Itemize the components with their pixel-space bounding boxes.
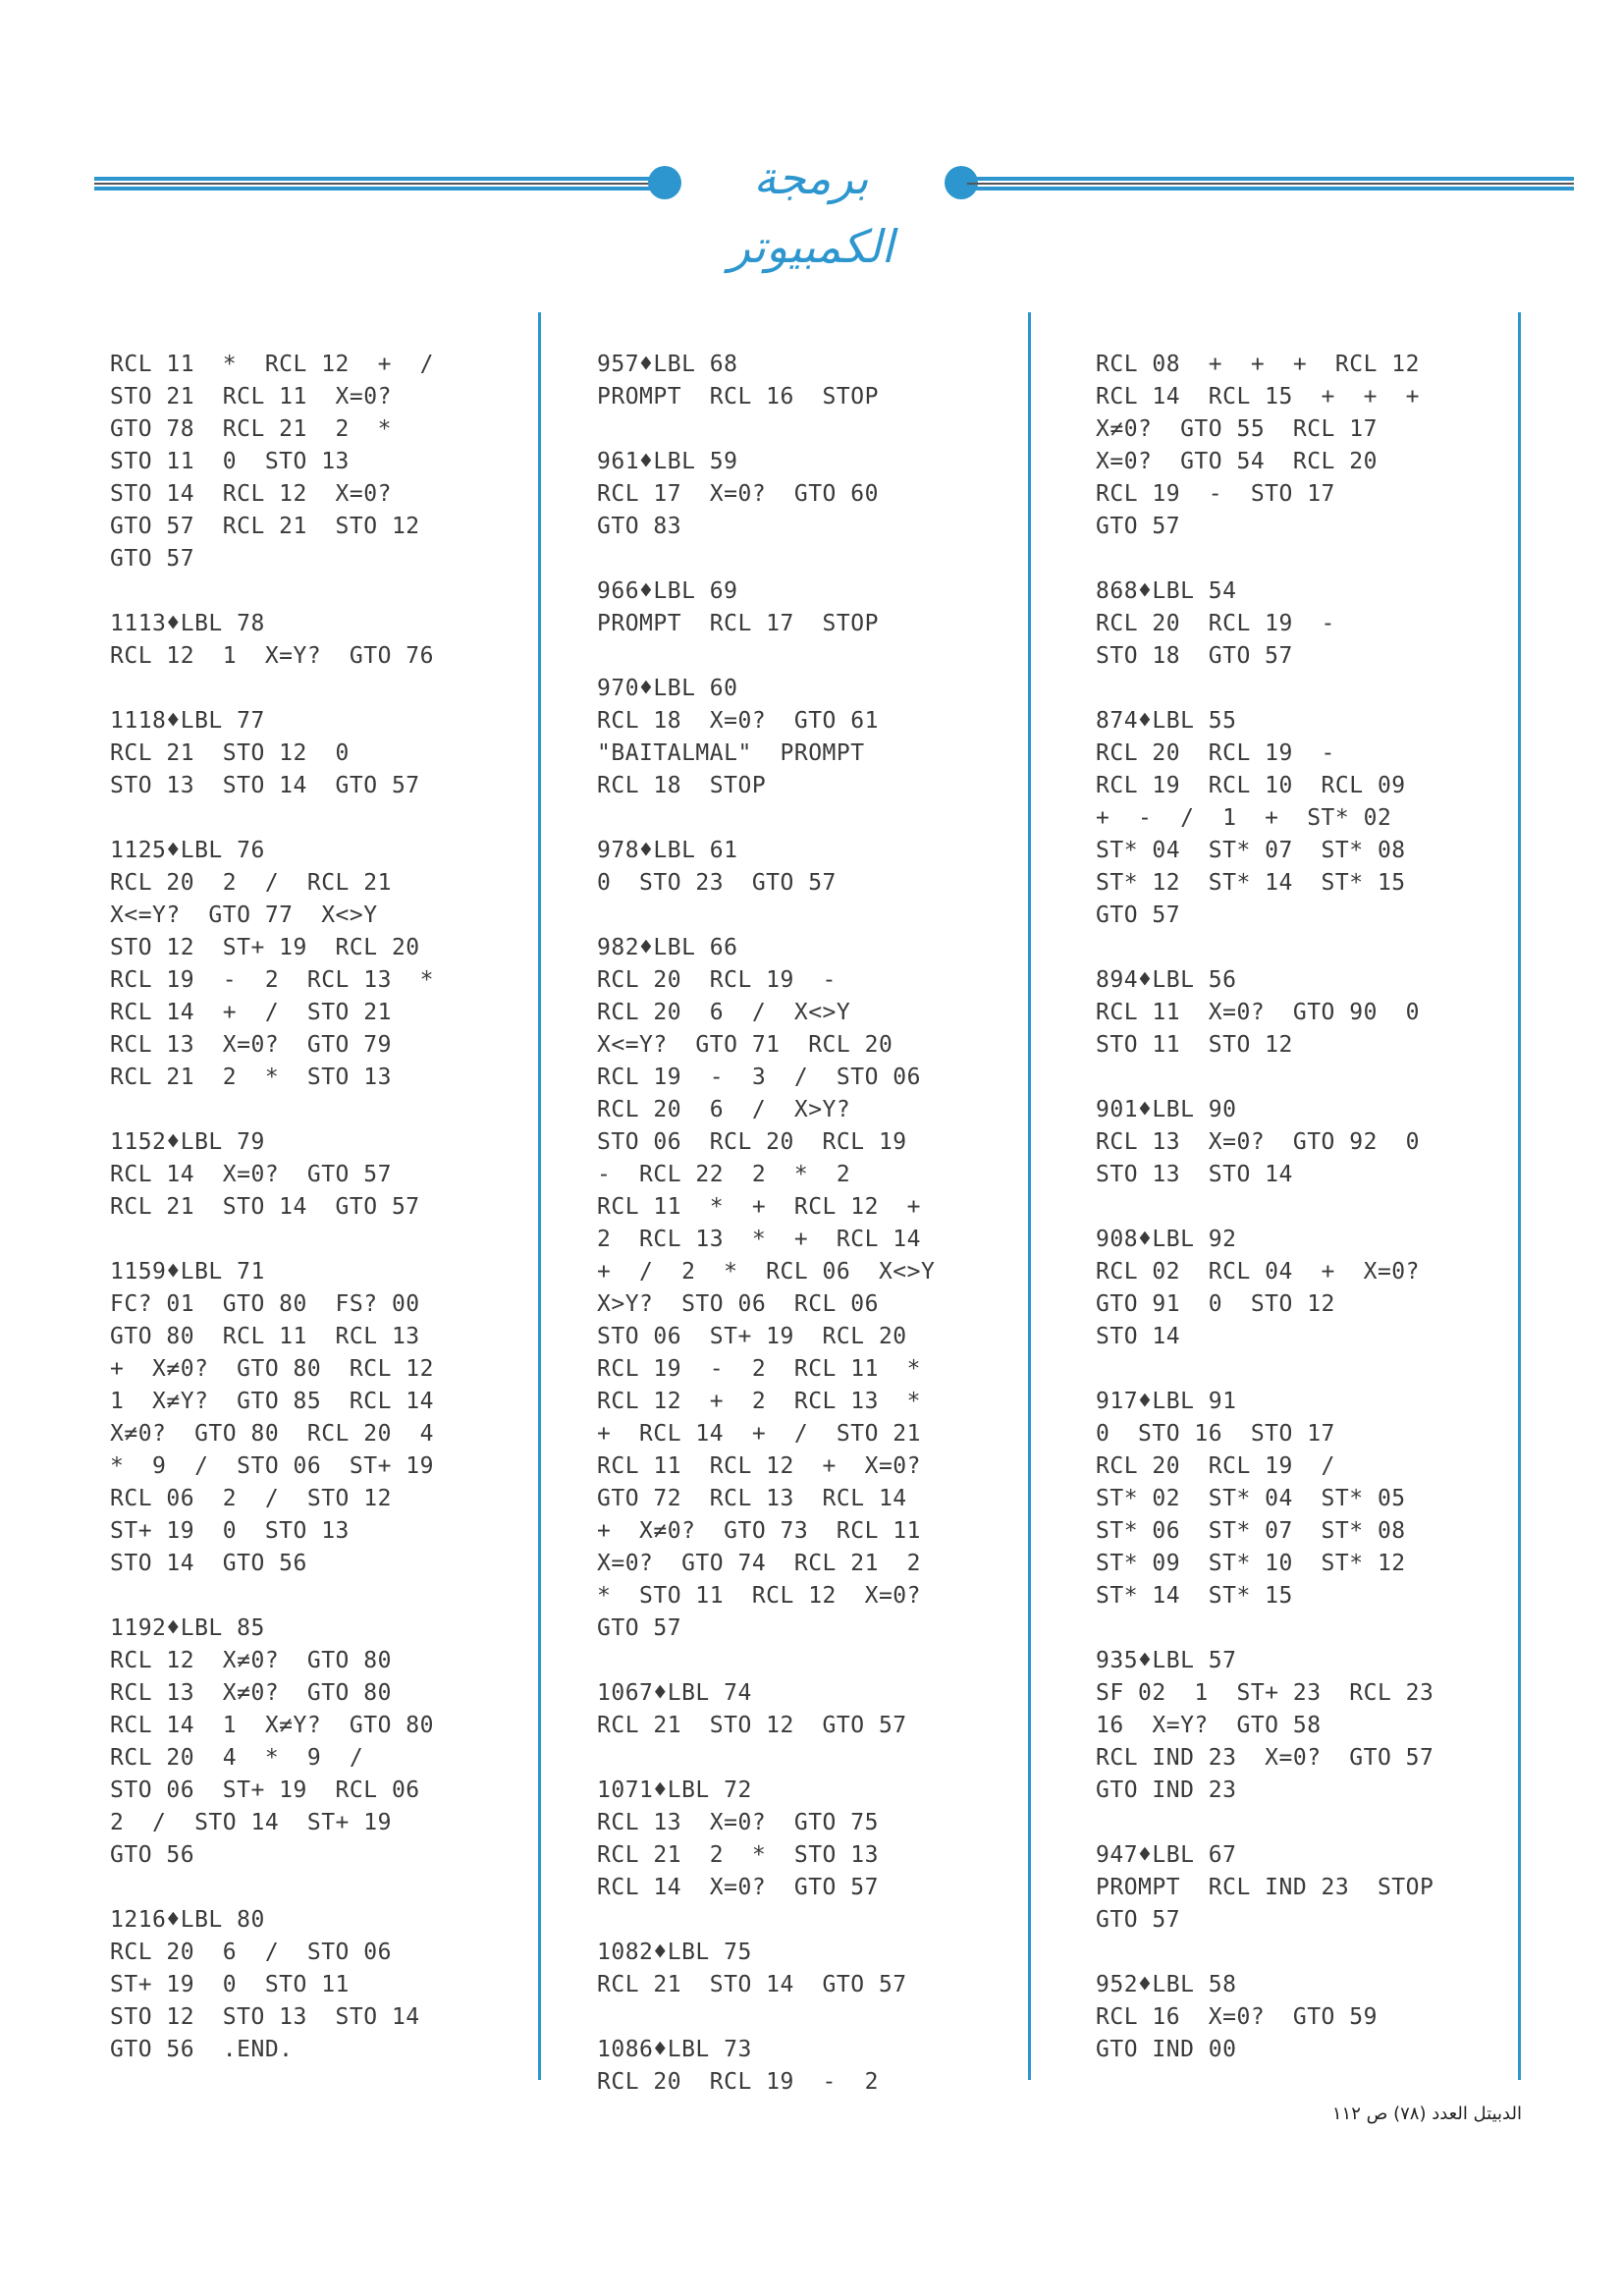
code-line: STO 14 RCL 12 X=0? bbox=[110, 481, 392, 507]
code-line: ST+ 19 0 STO 11 bbox=[110, 1972, 350, 1997]
code-line: RCL 12 X≠0? GTO 80 bbox=[110, 1648, 392, 1673]
code-line: RCL 21 STO 14 GTO 57 bbox=[110, 1194, 420, 1220]
code-line: GTO 80 RCL 11 RCL 13 bbox=[110, 1324, 420, 1349]
code-line: 0 STO 16 STO 17 bbox=[1096, 1421, 1335, 1447]
code-line: GTO 72 RCL 13 RCL 14 bbox=[597, 1486, 907, 1511]
code-line: RCL 13 X=0? GTO 79 bbox=[110, 1032, 392, 1058]
code-block bbox=[597, 2034, 1058, 2099]
code-line: RCL 14 + / STO 21 bbox=[110, 1000, 392, 1025]
code-line: 1216♦LBL 80 bbox=[110, 1907, 265, 1933]
code-block bbox=[110, 608, 571, 673]
code-line: 961♦LBL 59 bbox=[597, 449, 738, 474]
code-line: 952♦LBL 58 bbox=[1096, 1972, 1237, 1997]
code-line: RCL 21 STO 12 0 bbox=[110, 740, 350, 766]
code-line: 978♦LBL 61 bbox=[597, 838, 738, 863]
code-block bbox=[110, 835, 571, 1094]
code-line: RCL 20 RCL 19 - bbox=[1096, 740, 1335, 766]
code-block bbox=[1096, 575, 1557, 673]
code-line: RCL 13 X=0? GTO 75 bbox=[597, 1810, 879, 1835]
code-block bbox=[1096, 349, 1557, 543]
code-line: "BAITALMAL" PROMPT bbox=[597, 740, 865, 766]
code-line: RCL 20 6 / STO 06 bbox=[110, 1940, 392, 1965]
code-line: RCL IND 23 X=0? GTO 57 bbox=[1096, 1745, 1434, 1771]
code-line: 868♦LBL 54 bbox=[1096, 578, 1237, 604]
code-line: RCL 14 RCL 15 + + + bbox=[1096, 384, 1420, 410]
code-line: RCL 20 4 * 9 / bbox=[110, 1745, 364, 1771]
code-line: 947♦LBL 67 bbox=[1096, 1842, 1237, 1868]
code-line: 1086♦LBL 73 bbox=[597, 2037, 752, 2062]
code-line: RCL 21 STO 14 GTO 57 bbox=[597, 1972, 907, 1997]
code-line: X≠0? GTO 55 RCL 17 bbox=[1096, 416, 1378, 442]
code-block bbox=[1096, 1839, 1557, 1937]
code-line: GTO 91 0 STO 12 bbox=[1096, 1291, 1335, 1317]
code-line: STO 06 RCL 20 RCL 19 bbox=[597, 1129, 907, 1155]
code-line: PROMPT RCL 17 STOP bbox=[597, 611, 879, 636]
code-line: 908♦LBL 92 bbox=[1096, 1227, 1237, 1252]
code-line: GTO 57 bbox=[1096, 1907, 1181, 1933]
code-line: X=0? GTO 54 RCL 20 bbox=[1096, 449, 1378, 474]
code-column-3 bbox=[1096, 349, 1557, 2099]
code-line: GTO IND 00 bbox=[1096, 2037, 1237, 2062]
code-block bbox=[1096, 1224, 1557, 1353]
code-line: ST* 12 ST* 14 ST* 15 bbox=[1096, 870, 1406, 896]
code-line: RCL 19 RCL 10 RCL 09 bbox=[1096, 773, 1406, 798]
code-line: 1113♦LBL 78 bbox=[110, 611, 265, 636]
code-block bbox=[597, 446, 1058, 543]
code-block bbox=[597, 1937, 1058, 2001]
code-line: GTO 57 bbox=[1096, 514, 1181, 539]
code-line: 970♦LBL 60 bbox=[597, 676, 738, 701]
code-line: GTO 56 bbox=[110, 1842, 195, 1868]
code-line: X=0? GTO 74 RCL 21 2 bbox=[597, 1551, 921, 1576]
code-line: RCL 11 X=0? GTO 90 0 bbox=[1096, 1000, 1420, 1025]
code-block bbox=[110, 349, 571, 575]
code-block bbox=[597, 575, 1058, 640]
code-block bbox=[597, 1775, 1058, 1904]
code-block bbox=[597, 349, 1058, 413]
code-line: ST+ 19 0 STO 13 bbox=[110, 1518, 350, 1544]
code-line: ST* 04 ST* 07 ST* 08 bbox=[1096, 838, 1406, 863]
code-line: RCL 20 RCL 19 - bbox=[597, 967, 837, 993]
code-line: RCL 19 - STO 17 bbox=[1096, 481, 1335, 507]
code-line: 894♦LBL 56 bbox=[1096, 967, 1237, 993]
code-line: RCL 11 RCL 12 + X=0? bbox=[597, 1453, 921, 1479]
code-line: GTO 57 bbox=[597, 1615, 682, 1641]
code-line: STO 13 STO 14 GTO 57 bbox=[110, 773, 420, 798]
code-line: FC? 01 GTO 80 FS? 00 bbox=[110, 1291, 420, 1317]
code-line: 0 STO 23 GTO 57 bbox=[597, 870, 837, 896]
code-line: STO 11 0 STO 13 bbox=[110, 449, 350, 474]
code-line: * STO 11 RCL 12 X=0? bbox=[597, 1583, 921, 1609]
code-line: RCL 12 1 X=Y? GTO 76 bbox=[110, 643, 434, 669]
code-line: RCL 19 - 2 RCL 11 * bbox=[597, 1356, 921, 1382]
code-block bbox=[1096, 1094, 1557, 1191]
code-block bbox=[1096, 1969, 1557, 2066]
code-line: RCL 20 6 / X>Y? bbox=[597, 1097, 851, 1122]
code-line: 901♦LBL 90 bbox=[1096, 1097, 1237, 1122]
code-line: 1159♦LBL 71 bbox=[110, 1259, 265, 1285]
code-block bbox=[597, 1677, 1058, 1742]
code-line: RCL 08 + + + RCL 12 bbox=[1096, 352, 1420, 377]
header-rule-right-bottom bbox=[967, 187, 1574, 191]
code-line: STO 14 bbox=[1096, 1324, 1181, 1349]
code-line: 935♦LBL 57 bbox=[1096, 1648, 1237, 1673]
code-line: RCL 19 - 3 / STO 06 bbox=[597, 1065, 921, 1090]
code-line: STO 18 GTO 57 bbox=[1096, 643, 1293, 669]
page-footer: الدبيتل العدد (٧٨) ص ١١٢ bbox=[1331, 2104, 1522, 2124]
code-line: 1067♦LBL 74 bbox=[597, 1680, 752, 1706]
code-line: X<=Y? GTO 77 X<>Y bbox=[110, 902, 378, 928]
code-block bbox=[110, 1126, 571, 1224]
code-line: STO 11 STO 12 bbox=[1096, 1032, 1293, 1058]
code-line: 1071♦LBL 72 bbox=[597, 1777, 752, 1803]
code-line: + - / 1 + ST* 02 bbox=[1096, 805, 1392, 831]
code-line: - RCL 22 2 * 2 bbox=[597, 1162, 851, 1187]
code-column-2 bbox=[597, 349, 1058, 2131]
code-line: STO 12 STO 13 STO 14 bbox=[110, 2004, 420, 2030]
code-line: STO 12 ST+ 19 RCL 20 bbox=[110, 935, 420, 960]
code-line: ST* 14 ST* 15 bbox=[1096, 1583, 1293, 1609]
code-line: RCL 14 X=0? GTO 57 bbox=[597, 1875, 879, 1900]
code-line: RCL 21 2 * STO 13 bbox=[597, 1842, 879, 1868]
code-line: RCL 12 + 2 RCL 13 * bbox=[597, 1389, 921, 1414]
code-line: RCL 17 X=0? GTO 60 bbox=[597, 481, 879, 507]
code-line: GTO 78 RCL 21 2 * bbox=[110, 416, 392, 442]
code-line: 966♦LBL 69 bbox=[597, 578, 738, 604]
code-line: STO 06 ST+ 19 RCL 06 bbox=[110, 1777, 420, 1803]
header-rule-left-top bbox=[94, 177, 674, 181]
code-block bbox=[110, 1613, 571, 1872]
code-line: RCL 16 X=0? GTO 59 bbox=[1096, 2004, 1378, 2030]
code-line: + X≠0? GTO 73 RCL 11 bbox=[597, 1518, 921, 1544]
code-line: 2 / STO 14 ST+ 19 bbox=[110, 1810, 392, 1835]
code-block bbox=[110, 1904, 571, 2066]
code-line: PROMPT RCL 16 STOP bbox=[597, 384, 879, 410]
code-line: 982♦LBL 66 bbox=[597, 935, 738, 960]
code-block bbox=[1096, 964, 1557, 1062]
code-line: RCL 20 6 / X<>Y bbox=[597, 1000, 851, 1025]
code-line: RCL 21 2 * STO 13 bbox=[110, 1065, 392, 1090]
code-line: RCL 14 1 X≠Y? GTO 80 bbox=[110, 1713, 434, 1738]
code-line: RCL 18 STOP bbox=[597, 773, 767, 798]
code-block bbox=[1096, 1386, 1557, 1613]
code-block bbox=[1096, 1645, 1557, 1807]
code-line: RCL 11 * + RCL 12 + bbox=[597, 1194, 921, 1220]
code-line: PROMPT RCL IND 23 STOP bbox=[1096, 1875, 1434, 1900]
code-line: RCL 11 * RCL 12 + / bbox=[110, 352, 434, 377]
code-line: GTO 56 .END. bbox=[110, 2037, 294, 2062]
code-line: X<=Y? GTO 71 RCL 20 bbox=[597, 1032, 893, 1058]
code-block bbox=[597, 835, 1058, 900]
code-line: RCL 20 RCL 19 - bbox=[1096, 611, 1335, 636]
code-block bbox=[597, 932, 1058, 1645]
section-header bbox=[0, 137, 1623, 273]
code-line: ST* 02 ST* 04 ST* 05 bbox=[1096, 1486, 1406, 1511]
code-line: 1 X≠Y? GTO 85 RCL 14 bbox=[110, 1389, 434, 1414]
code-line: 1152♦LBL 79 bbox=[110, 1129, 265, 1155]
code-block bbox=[597, 673, 1058, 802]
code-line: ST* 06 ST* 07 ST* 08 bbox=[1096, 1518, 1406, 1544]
code-line: + / 2 * RCL 06 X<>Y bbox=[597, 1259, 936, 1285]
code-line: ST* 09 ST* 10 ST* 12 bbox=[1096, 1551, 1406, 1576]
code-line: SF 02 1 ST+ 23 RCL 23 bbox=[1096, 1680, 1434, 1706]
code-line: * 9 / STO 06 ST+ 19 bbox=[110, 1453, 434, 1479]
code-line: RCL 13 X=0? GTO 92 0 bbox=[1096, 1129, 1420, 1155]
header-rule-right-mid bbox=[967, 183, 1574, 185]
header-rule-left-mid bbox=[94, 183, 674, 185]
code-line: 874♦LBL 55 bbox=[1096, 708, 1237, 734]
code-line: GTO 83 bbox=[597, 514, 682, 539]
code-line: X≠0? GTO 80 RCL 20 4 bbox=[110, 1421, 434, 1447]
code-line: + X≠0? GTO 80 RCL 12 bbox=[110, 1356, 434, 1382]
code-line: RCL 20 RCL 19 / bbox=[1096, 1453, 1335, 1479]
code-block bbox=[1096, 705, 1557, 932]
code-line: GTO 57 bbox=[1096, 902, 1181, 928]
code-line: RCL 06 2 / STO 12 bbox=[110, 1486, 392, 1511]
section-title: برمجة الكمبيوتر bbox=[728, 151, 894, 273]
code-block bbox=[110, 1256, 571, 1580]
code-line: 1082♦LBL 75 bbox=[597, 1940, 752, 1965]
code-line: 1192♦LBL 85 bbox=[110, 1615, 265, 1641]
code-line: RCL 13 X≠0? GTO 80 bbox=[110, 1680, 392, 1706]
code-line: 1125♦LBL 76 bbox=[110, 838, 265, 863]
code-line: STO 13 STO 14 bbox=[1096, 1162, 1293, 1187]
code-line: 917♦LBL 91 bbox=[1096, 1389, 1237, 1414]
header-rule-left-bottom bbox=[94, 187, 674, 191]
code-line: RCL 20 RCL 19 - 2 bbox=[597, 2069, 879, 2095]
code-line: RCL 14 X=0? GTO 57 bbox=[110, 1162, 392, 1187]
code-block bbox=[110, 705, 571, 802]
code-line: GTO 57 bbox=[110, 546, 195, 572]
code-line: RCL 20 2 / RCL 21 bbox=[110, 870, 392, 896]
code-line: 1118♦LBL 77 bbox=[110, 708, 265, 734]
code-column-1 bbox=[110, 349, 571, 2099]
code-line: RCL 21 STO 12 GTO 57 bbox=[597, 1713, 907, 1738]
code-line: 2 RCL 13 * + RCL 14 bbox=[597, 1227, 921, 1252]
header-dot-left bbox=[648, 166, 681, 199]
code-line: RCL 18 X=0? GTO 61 bbox=[597, 708, 879, 734]
code-line: + RCL 14 + / STO 21 bbox=[597, 1421, 921, 1447]
code-line: GTO 57 RCL 21 STO 12 bbox=[110, 514, 420, 539]
code-line: 957♦LBL 68 bbox=[597, 352, 738, 377]
code-line: 16 X=Y? GTO 58 bbox=[1096, 1713, 1322, 1738]
code-line: GTO IND 23 bbox=[1096, 1777, 1237, 1803]
header-rule-right-top bbox=[967, 177, 1574, 181]
code-line: STO 14 GTO 56 bbox=[110, 1551, 307, 1576]
code-line: X>Y? STO 06 RCL 06 bbox=[597, 1291, 879, 1317]
code-line: RCL 02 RCL 04 + X=0? bbox=[1096, 1259, 1420, 1285]
code-line: RCL 19 - 2 RCL 13 * bbox=[110, 967, 434, 993]
code-line: STO 06 ST+ 19 RCL 20 bbox=[597, 1324, 907, 1349]
code-line: STO 21 RCL 11 X=0? bbox=[110, 384, 392, 410]
